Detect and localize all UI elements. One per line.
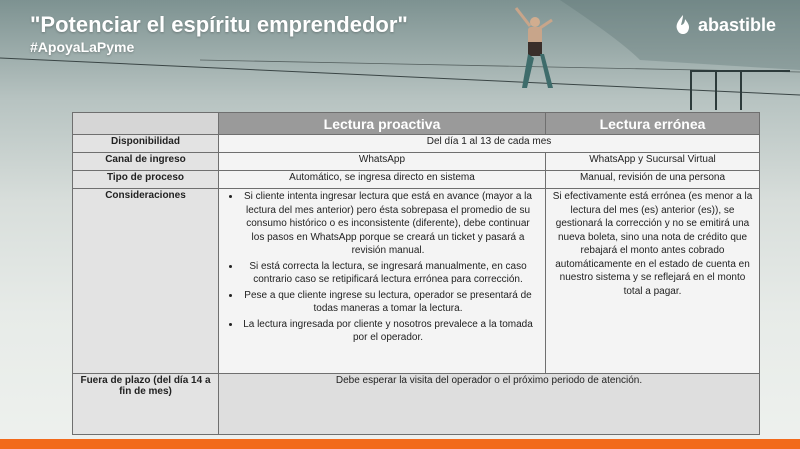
cell-fuera-plazo: Debe esperar la visita del operador o el próximo periodo de atención. <box>219 374 760 435</box>
cell-tipo-proactiva: Automático, se ingresa directo en sistema <box>219 171 546 189</box>
column-header-proactiva: Lectura proactiva <box>219 113 546 135</box>
row-label-consideraciones: Consideraciones <box>73 189 219 374</box>
brand-logo <box>673 14 776 36</box>
accent-bar <box>0 439 800 449</box>
brand-name: abastible <box>697 14 776 35</box>
list-item: • Pese a que cliente ingrese su lectura, operador se presentará de todas maneras a tomar la lectura. <box>241 289 535 316</box>
list-item: • La lectura ingresada por cliente y nosotros prevalece a la tomada por el operador. <box>241 318 535 345</box>
row-label-tipo: Tipo de proceso <box>73 171 219 189</box>
column-header-erronea: Lectura errónea <box>546 113 760 135</box>
cell-canal-erronea: WhatsApp y Sucursal Virtual <box>546 153 760 171</box>
banner-hashtag: #ApoyaLaPyme <box>30 39 135 55</box>
cell-tipo-erronea: Manual, revisión de una persona <box>546 171 760 189</box>
row-label-disponibilidad: Disponibilidad <box>73 135 219 153</box>
cell-consideraciones-proactiva <box>219 189 546 374</box>
cell-consideraciones-erronea: Si efectivamente está errónea (es menor a la lectura del mes (es) anterior (es)), se gestionará la corrección y no se emitirá una nueva boleta, sino una nota de crédito que rebajará el monto antes cobrado automáticamente en el estado de cuenta en nuestro sistema y se reflejará en el monto total a pagar. <box>546 189 760 374</box>
reading-comparison-table <box>72 112 760 435</box>
row-label-canal: Canal de ingreso <box>73 153 219 171</box>
list-item: • Si está correcta la lectura, se ingresará manualmente, en caso contrario caso se retipificará lectura errónea para corrección. <box>241 260 535 287</box>
tightrope-walker <box>516 8 553 88</box>
consideraciones-list <box>223 190 541 345</box>
cell-canal-proactiva: WhatsApp <box>219 153 546 171</box>
list-item: • Si cliente intenta ingresar lectura que está en avance (mayor a la lectura del mes anterior) pero ésta sobrepasa el promedio de su consumo histórico o es inconsistente (diferente), debe continuar los pasos en WhatsApp porque se creará un ticket y pasará a revisión manual. <box>241 190 535 258</box>
cell-disponibilidad: Del día 1 al 13 de cada mes <box>219 135 760 153</box>
banner-headline: "Potenciar el espíritu emprendedor" <box>30 12 408 37</box>
row-label-fuera-plazo: Fuera de plazo (del día 14 a fin de mes) <box>73 374 219 435</box>
table-corner <box>73 113 219 135</box>
abastible-flame-icon <box>673 14 693 36</box>
